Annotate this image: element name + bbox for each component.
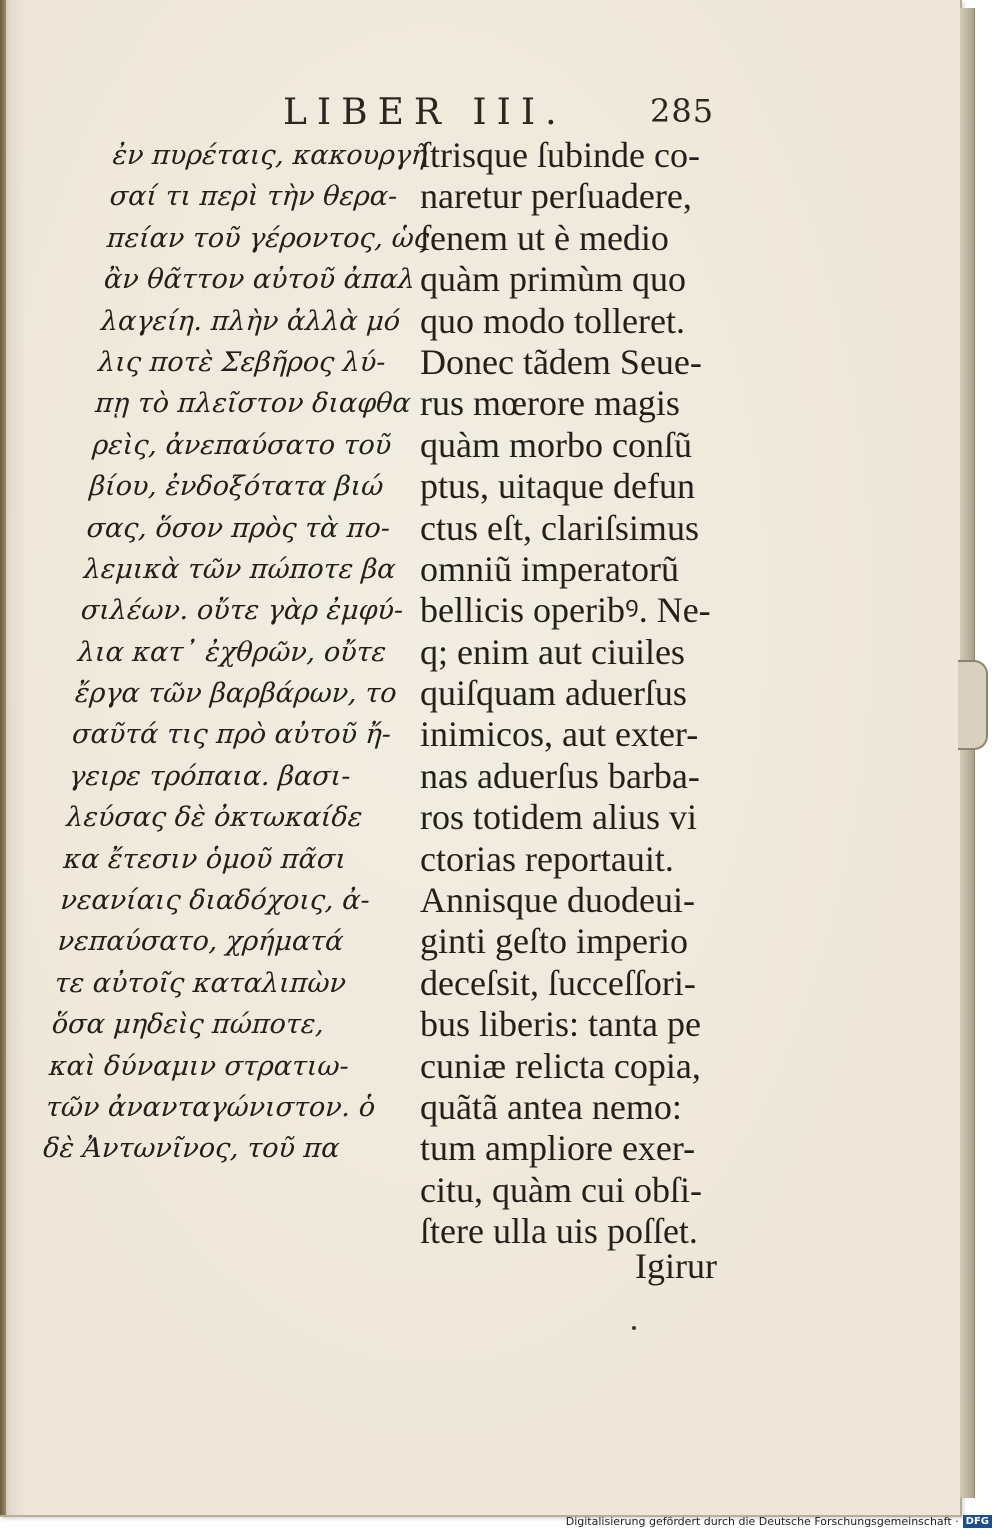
greek-line: ὅσα μηδεὶς πώποτε, [50, 1009, 326, 1041]
greek-line: λεμικὰ τῶν πώποτε βα [82, 553, 397, 585]
greek-line: ρεὶς, ἀνεπαύσατο τοῦ [91, 429, 393, 461]
ink-speck [632, 1326, 636, 1330]
greek-line: λεύσας δὲ ὀκτωκαίδε [65, 802, 364, 834]
greek-text-column [42, 135, 436, 1170]
latin-text-column [420, 135, 760, 1253]
latin-line: quàm morbo conſũ [420, 424, 692, 465]
latin-line: cuniæ relicta copia, [420, 1045, 701, 1086]
greek-line: δὲ Ἀντωνῖνος, τοῦ πα [42, 1133, 341, 1165]
dfg-logo: DFG [963, 1515, 992, 1528]
latin-line: bus liberis: tanta pe [420, 1004, 701, 1045]
latin-line: ptus, uitaque defun [420, 466, 695, 507]
latin-line: ſtere ulla uis poſſet. [420, 1211, 698, 1252]
latin-line: ginti geſto imperio [420, 921, 688, 962]
greek-line: σαῦτά τις πρὸ αὐτοῦ ἤ- [71, 719, 392, 751]
greek-line: βίου, ἐνδοξότατα βιώ [88, 471, 385, 503]
greek-line: κα ἔτεσιν ὁμοῦ πᾶσι [62, 843, 348, 875]
page-tab-marker [958, 660, 988, 750]
latin-line: ſtrisque ſubinde co- [420, 135, 700, 175]
latin-line: quo modo tolleret. [420, 300, 685, 341]
greek-line: νεπαύσατο, χρήματά [56, 926, 345, 958]
latin-line: Annisque duodeui- [420, 880, 695, 921]
greek-line: ἔργα τῶν βαρβάρων, το [74, 678, 398, 710]
latin-line: bellicis operibꝰ. Ne- [420, 590, 711, 631]
page-edge-stack [960, 8, 975, 1498]
greek-line: λια κατ᾿ ἐχθρῶν, οὔτε [76, 636, 388, 668]
latin-line: quàm primùm quo [420, 259, 686, 300]
latin-line: omniũ imperatorũ [420, 548, 679, 589]
greek-line: σαί τι περὶ τὴν θερα- [108, 181, 399, 213]
latin-line: ros totidem alius vi [420, 797, 697, 838]
catchword: Igirur [635, 1246, 717, 1286]
greek-line: ἂν θᾶττον αὐτοῦ ἀπαλ [102, 264, 417, 296]
latin-line: nas aduerſus barba- [420, 755, 700, 796]
latin-line: ſenem ut è medio [420, 217, 669, 258]
latin-line: Donec tãdem Seue- [420, 341, 702, 382]
greek-line: πῃ τὸ πλεῖστον διαφθα [94, 388, 412, 420]
digitization-credit [566, 1513, 992, 1529]
latin-line: ctorias reportauit. [420, 838, 674, 879]
latin-line: ctus eſt, clariſsimus [420, 507, 699, 548]
latin-line: deceſsit, ſucceſſori- [420, 962, 696, 1003]
latin-line: inimicos, aut exter- [420, 714, 699, 755]
greek-line: ἐν πυρέταις, κακουργῆ [111, 140, 429, 171]
latin-line: naretur perſuadere, [420, 176, 692, 217]
greek-line: σιλέων. οὔτε γὰρ ἐμφύ- [79, 595, 405, 627]
greek-line: λις ποτὲ Σεβῆρος λύ- [97, 346, 387, 378]
greek-line: λαγείη. πλὴν ἀλλὰ μό [100, 305, 402, 337]
latin-line: q; enim aut ciuiles [420, 631, 685, 672]
greek-line: καὶ δύναμιν στρατιω- [47, 1050, 350, 1082]
latin-line: quiſquam aduerſus [420, 673, 687, 714]
greek-line: τε αὐτοῖς καταλιπὼν [53, 967, 348, 999]
latin-line: quãtã antea nemo: [420, 1086, 682, 1127]
running-head-title: LIBER III. [283, 92, 567, 133]
greek-line: σας, ὅσον πρὸς τὰ πο- [85, 512, 392, 544]
credit-text: Digitalisierung gefördert durch die Deutsche Forschungsgemeinschaft · [565, 1514, 959, 1528]
greek-line: νεανίαις διαδόχοις, ἀ- [59, 885, 371, 917]
greek-line: τῶν ἀνανταγώνιστον. ὁ [45, 1091, 377, 1123]
greek-line: γειρε τρόπαια. βασι- [68, 760, 352, 792]
binding-gutter [0, 0, 6, 1515]
latin-line: rus mœrore magis [420, 383, 680, 424]
latin-line: tum ampliore exer- [420, 1128, 696, 1169]
latin-line: citu, quàm cui obſi- [420, 1169, 702, 1210]
page-number: 285 [650, 92, 715, 130]
greek-line: πείαν τοῦ γέροντος, ὡς [105, 222, 431, 254]
